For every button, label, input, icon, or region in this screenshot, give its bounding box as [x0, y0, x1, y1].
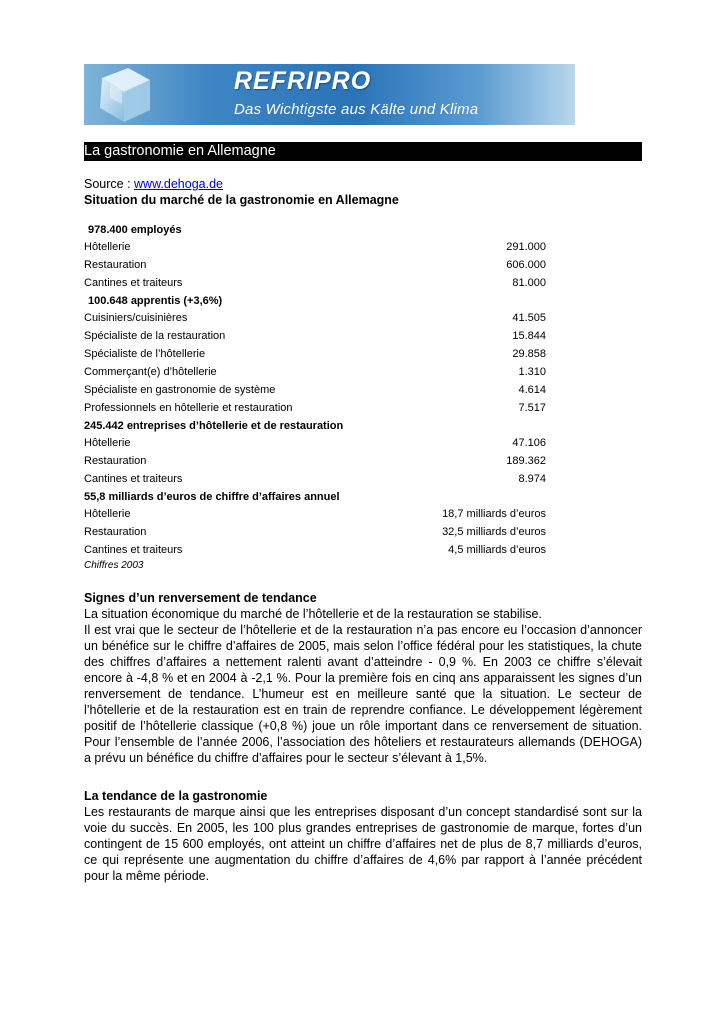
group-heading-text: 55,8 milliards d’euros de chiffre d’affaires annuel — [84, 490, 340, 503]
group-heading-text: 245.442 entreprises d’hôtellerie et de restauration — [84, 419, 344, 432]
section-heading: La tendance de la gastronomie — [84, 789, 268, 803]
body-paragraph: La situation économique du marché de l’hôtellerie et de la restauration se stabilise. — [84, 607, 542, 621]
page-title-text: La gastronomie en Allemagne — [84, 143, 276, 159]
row-value: 606.000 — [506, 259, 546, 271]
table-row — [84, 363, 546, 381]
table-row — [84, 505, 546, 523]
table-group-heading — [84, 292, 546, 309]
row-value: 291.000 — [506, 241, 546, 253]
row-label: Hôtellerie — [84, 241, 131, 253]
row-label: Spécialiste en gastronomie de système — [84, 384, 276, 396]
table-group-heading — [84, 488, 546, 505]
row-label: Commerçant(e) d’hôtellerie — [84, 366, 217, 378]
row-label: Restauration — [84, 455, 147, 467]
banner-tagline: Das Wichtigste aus Kälte und Klima — [234, 101, 479, 118]
section-subtitle: Situation du marché de la gastronomie en Allemagne — [84, 193, 399, 207]
row-value: 8.974 — [518, 473, 546, 485]
table-group-heading — [84, 221, 546, 238]
row-value: 41.505 — [512, 312, 546, 324]
banner-brand: REFRIPRO — [234, 67, 372, 95]
table-row — [84, 381, 546, 399]
row-label: Spécialiste de l’hôtellerie — [84, 348, 206, 360]
row-label: Restauration — [84, 259, 147, 271]
row-label: Cuisiniers/cuisinières — [84, 312, 188, 324]
group-heading-text: 978.400 employés — [88, 223, 182, 236]
row-value: 15.844 — [512, 330, 546, 342]
row-value: 29.858 — [512, 348, 546, 360]
refripro-banner — [84, 64, 575, 125]
table-row — [84, 274, 546, 292]
document-page — [84, 64, 644, 884]
table-row — [84, 345, 546, 363]
table-row — [84, 309, 546, 327]
article-body — [84, 590, 644, 884]
group-heading-text: 100.648 apprentis (+3,6%) — [88, 294, 223, 307]
row-value: 18,7 milliards d’euros — [442, 508, 546, 520]
table-row — [84, 470, 546, 488]
row-label: Cantines et traiteurs — [84, 473, 183, 485]
table-row — [84, 327, 546, 345]
source-line — [84, 176, 644, 192]
row-value: 4,5 milliards d’euros — [448, 544, 546, 556]
row-value: 81.000 — [512, 277, 546, 289]
page-title — [84, 142, 642, 161]
row-value: 1.310 — [518, 366, 546, 378]
body-paragraph: Les restaurants de marque ainsi que les entreprises disposant d’un concept standardisé sont sur la voie du succès. En 2005, les 100 plus grandes entreprises de gastronomie de marque, fortes d’un contingent de 15 600 employés, ont atteint un chiffre d’affaires net de plus de 8,7 milliards d’euros, ce qui représente une augmentation du chiffre d’affaires de 4,6% par rapport à l’année précédent pour la même période. — [84, 805, 642, 883]
row-value: 47.106 — [512, 437, 546, 449]
row-label: Cantines et traiteurs — [84, 277, 183, 289]
statistics-table — [84, 221, 546, 559]
table-row — [84, 238, 546, 256]
figures-note: Chiffres 2003 — [84, 560, 144, 571]
row-label: Hôtellerie — [84, 437, 131, 449]
table-row — [84, 399, 546, 417]
row-value: 32,5 milliards d’euros — [442, 526, 546, 538]
row-label: Spécialiste de la restauration — [84, 330, 226, 342]
row-label: Professionnels en hôtellerie et restauration — [84, 402, 293, 414]
table-group-heading — [84, 417, 546, 434]
row-label: Cantines et traiteurs — [84, 544, 183, 556]
row-label: Hôtellerie — [84, 508, 131, 520]
table-row — [84, 434, 546, 452]
section-heading: Signes d’un renversement de tendance — [84, 591, 317, 605]
source-link[interactable]: www.dehoga.de — [134, 177, 223, 191]
table-row — [84, 523, 546, 541]
row-value: 7.517 — [518, 402, 546, 414]
row-label: Restauration — [84, 526, 147, 538]
ice-cube-logo-icon — [92, 64, 156, 125]
body-paragraph: Il est vrai que le secteur de l’hôtellerie et de la restauration n’a pas encore eu l’occasion d’annoncer un bénéfice sur le chiffre d’affaires de 2005, mais selon l’office fédéral pour les statistiques, la chute des chiffres d’affaires a nettement ralenti avant d’atteindre - 0,9 %. En 2003 ce chiffre s’élevait encore à -4,8 % et en 2004 à -2,1 %. Pour la première fois en cinq ans apparaissent les signes d’un renversement de tendance. L’humeur est en meilleure santé que la situation. Le secteur de l’hôtellerie et de la restauration est en train de reprendre confiance. Le développement légèrement positif de l’hôtellerie classique (+0,8 %) joue un rôle important dans ce renversement de situation. Pour l’ensemble de l’année 2006, l’association des hôteliers et restaurateurs allemands (DEHOGA) a prévu un bénéfice du chiffre d’affaires pour le secteur s’élevant à 1,5%. — [84, 623, 642, 765]
table-row — [84, 452, 546, 470]
row-value: 189.362 — [506, 455, 546, 467]
row-value: 4.614 — [518, 384, 546, 396]
source-label: Source : — [84, 177, 135, 191]
table-row — [84, 541, 546, 559]
table-row — [84, 256, 546, 274]
